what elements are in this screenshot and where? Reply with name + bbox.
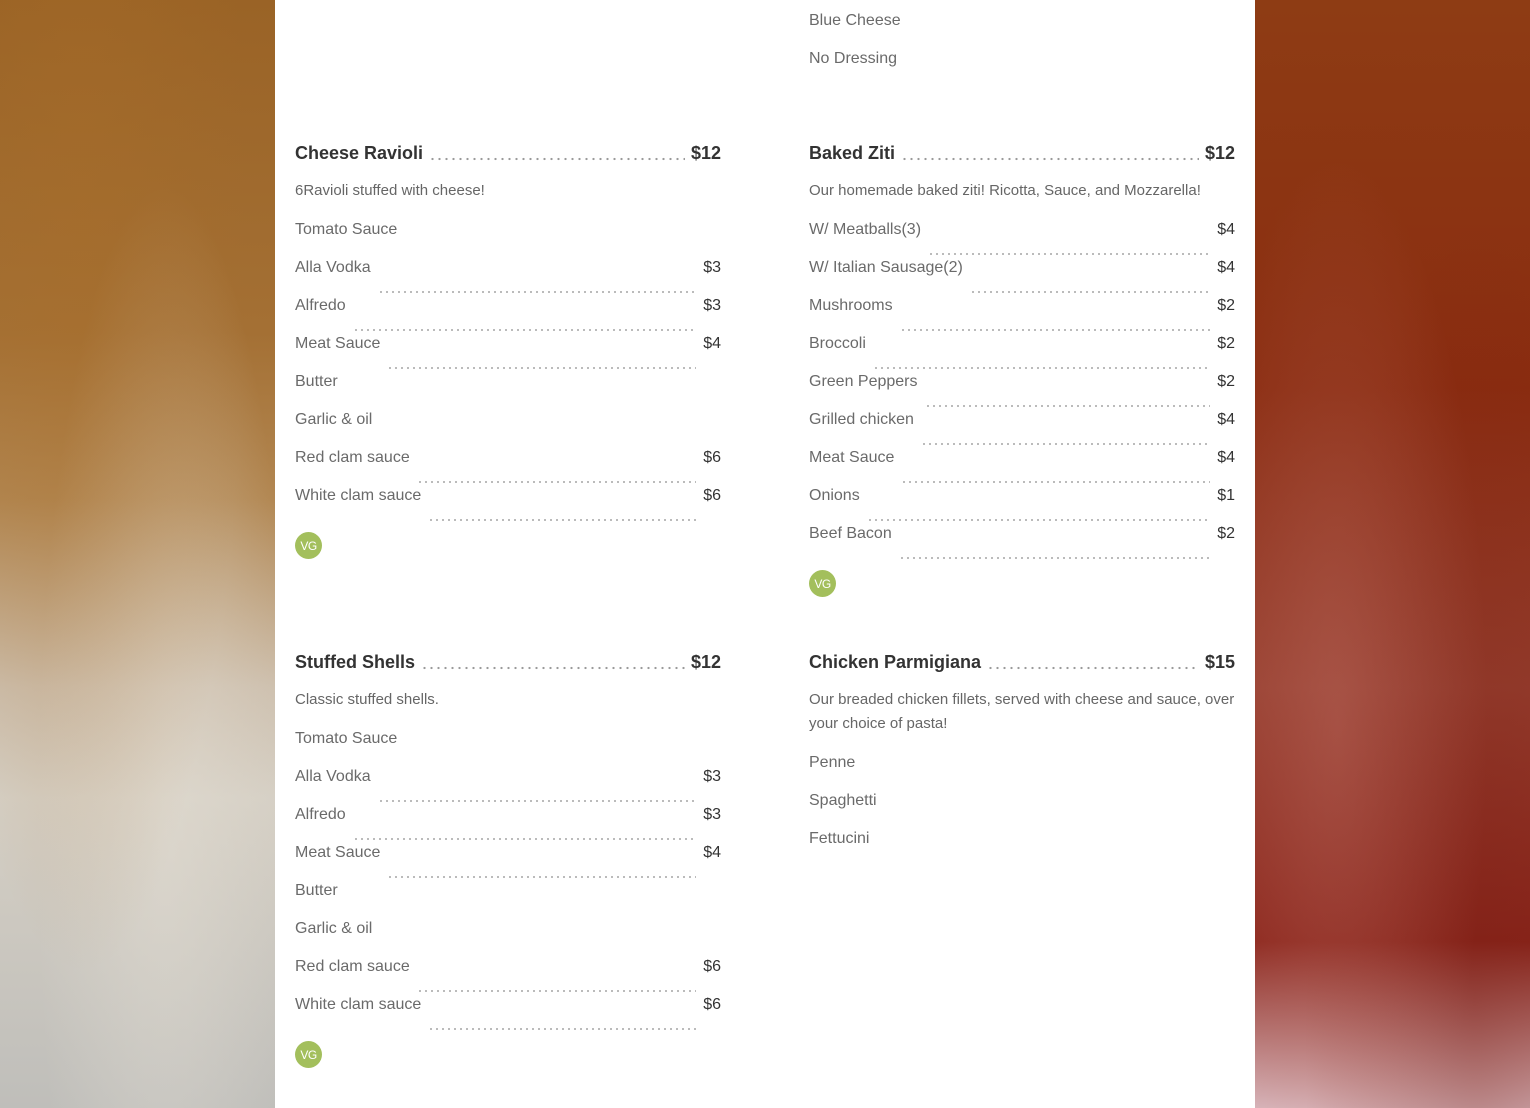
option-row bbox=[295, 996, 721, 1034]
dish-header bbox=[295, 652, 721, 676]
option-name: Red clam sauce bbox=[295, 958, 410, 975]
option-price: $6 bbox=[703, 958, 721, 975]
option-row bbox=[295, 335, 721, 373]
dot-leader bbox=[921, 442, 1210, 446]
option-price: $2 bbox=[1217, 525, 1235, 542]
dot-leader bbox=[428, 1027, 696, 1031]
option-row bbox=[809, 259, 1235, 297]
option-row bbox=[295, 844, 721, 882]
menu-panel bbox=[275, 0, 1255, 1108]
option-name: Garlic & oil bbox=[295, 920, 373, 937]
option-name: Butter bbox=[295, 373, 338, 390]
dot-leader bbox=[429, 157, 685, 161]
dish-description: 6Ravioli stuffed with cheese! bbox=[295, 182, 485, 199]
menu-item-cheese-ravioli bbox=[295, 143, 721, 559]
option-row bbox=[809, 792, 1235, 830]
dot-leader bbox=[901, 480, 1210, 484]
vegetarian-badge-icon: VG bbox=[809, 570, 836, 597]
option-row bbox=[809, 830, 1235, 868]
dot-leader bbox=[428, 518, 696, 522]
option-name: Meat Sauce bbox=[295, 335, 381, 352]
option-name: Alla Vodka bbox=[295, 259, 371, 276]
option-price: $4 bbox=[1217, 449, 1235, 466]
option-name: White clam sauce bbox=[295, 487, 422, 504]
dot-leader bbox=[353, 328, 697, 332]
dot-leader bbox=[987, 666, 1199, 670]
option-row bbox=[295, 806, 721, 844]
option-price: $4 bbox=[1217, 259, 1235, 276]
dot-leader bbox=[970, 290, 1210, 294]
dot-leader bbox=[387, 875, 696, 879]
option-row bbox=[809, 449, 1235, 487]
option-price: $6 bbox=[703, 487, 721, 504]
option-row bbox=[809, 373, 1235, 411]
option-row bbox=[295, 730, 721, 768]
option-row bbox=[809, 297, 1235, 335]
dish-name: Baked Ziti bbox=[809, 143, 896, 163]
option-row bbox=[809, 487, 1235, 525]
dot-leader bbox=[417, 480, 696, 484]
option-name: Red clam sauce bbox=[295, 449, 410, 466]
option-price: $6 bbox=[703, 449, 721, 466]
option-row bbox=[809, 411, 1235, 449]
dish-header bbox=[809, 143, 1235, 167]
dish-name: Cheese Ravioli bbox=[295, 143, 424, 163]
option-price: $3 bbox=[703, 259, 721, 276]
dot-leader bbox=[353, 837, 697, 841]
dish-name: Stuffed Shells bbox=[295, 652, 416, 672]
option-row bbox=[295, 487, 721, 525]
dot-leader bbox=[873, 366, 1210, 370]
option-price: $2 bbox=[1217, 297, 1235, 314]
option-price: $6 bbox=[703, 996, 721, 1013]
dish-price: $12 bbox=[1204, 143, 1235, 163]
vegetarian-badge-icon: VG bbox=[295, 532, 322, 559]
vegetarian-badge-icon: VG bbox=[295, 1041, 322, 1068]
option-name: Green Peppers bbox=[809, 373, 918, 390]
menu-item-chicken-parmigiana bbox=[809, 652, 1235, 868]
dot-leader bbox=[378, 799, 697, 803]
option-row bbox=[809, 335, 1235, 373]
option-list bbox=[809, 754, 1235, 868]
option-name: Grilled chicken bbox=[809, 411, 914, 428]
option-row bbox=[295, 882, 721, 920]
option-price: $3 bbox=[703, 806, 721, 823]
option-row bbox=[295, 221, 721, 259]
menu-item-baked-ziti bbox=[809, 143, 1235, 597]
option-price: $3 bbox=[703, 768, 721, 785]
dressing-option: No Dressing bbox=[809, 50, 898, 67]
option-price: $4 bbox=[703, 844, 721, 861]
dot-leader bbox=[867, 518, 1211, 522]
option-list bbox=[295, 221, 721, 525]
option-name: Broccoli bbox=[809, 335, 866, 352]
option-name: Fettucini bbox=[809, 830, 870, 847]
option-row bbox=[809, 754, 1235, 792]
option-row bbox=[295, 373, 721, 411]
dot-leader bbox=[387, 366, 696, 370]
dot-leader bbox=[900, 328, 1211, 332]
option-name: Alfredo bbox=[295, 297, 346, 314]
background-right-overlay bbox=[1255, 0, 1530, 1108]
option-row bbox=[295, 768, 721, 806]
option-name: Penne bbox=[809, 754, 856, 771]
dressing-option: Blue Cheese bbox=[809, 12, 901, 29]
option-row bbox=[809, 221, 1235, 259]
option-name: Tomato Sauce bbox=[295, 221, 398, 238]
dot-leader bbox=[417, 989, 696, 993]
background-left bbox=[0, 0, 275, 1108]
menu-item-stuffed-shells bbox=[295, 652, 721, 1068]
dish-name: Chicken Parmigiana bbox=[809, 652, 982, 672]
option-price: $1 bbox=[1217, 487, 1235, 504]
option-price: $2 bbox=[1217, 373, 1235, 390]
option-price: $3 bbox=[703, 297, 721, 314]
option-name: Beef Bacon bbox=[809, 525, 892, 542]
dot-leader bbox=[421, 666, 685, 670]
dish-price: $12 bbox=[690, 143, 721, 163]
option-row bbox=[295, 920, 721, 958]
option-row bbox=[295, 958, 721, 996]
dish-description: Our breaded chicken fillets, served with cheese and sauce, over your choice of pasta! bbox=[809, 691, 1235, 732]
option-name: W/ Meatballs(3) bbox=[809, 221, 922, 238]
dish-description: Our homemade baked ziti! Ricotta, Sauce, and Mozzarella! bbox=[809, 182, 1201, 199]
option-name: Onions bbox=[809, 487, 860, 504]
option-list bbox=[809, 221, 1235, 563]
dish-header bbox=[295, 143, 721, 167]
option-name: Mushrooms bbox=[809, 297, 893, 314]
option-row bbox=[295, 297, 721, 335]
option-row bbox=[295, 411, 721, 449]
option-price: $4 bbox=[1217, 221, 1235, 238]
option-name: Alfredo bbox=[295, 806, 346, 823]
dot-leader bbox=[378, 290, 697, 294]
option-price: $2 bbox=[1217, 335, 1235, 352]
option-row bbox=[295, 449, 721, 487]
option-name: Tomato Sauce bbox=[295, 730, 398, 747]
dot-leader bbox=[899, 556, 1210, 560]
dot-leader bbox=[925, 404, 1211, 408]
dish-description: Classic stuffed shells. bbox=[295, 691, 439, 708]
option-list bbox=[295, 730, 721, 1034]
option-price: $4 bbox=[703, 335, 721, 352]
option-name: White clam sauce bbox=[295, 996, 422, 1013]
dish-price: $12 bbox=[690, 652, 721, 672]
option-name: Meat Sauce bbox=[809, 449, 895, 466]
dish-header bbox=[809, 652, 1235, 676]
option-row bbox=[295, 259, 721, 297]
dish-price: $15 bbox=[1204, 652, 1235, 672]
option-row bbox=[809, 525, 1235, 563]
option-name: Butter bbox=[295, 882, 338, 899]
option-name: Garlic & oil bbox=[295, 411, 373, 428]
dot-leader bbox=[901, 157, 1199, 161]
option-name: Spaghetti bbox=[809, 792, 877, 809]
option-name: W/ Italian Sausage(2) bbox=[809, 259, 963, 276]
option-name: Meat Sauce bbox=[295, 844, 381, 861]
option-name: Alla Vodka bbox=[295, 768, 371, 785]
option-price: $4 bbox=[1217, 411, 1235, 428]
dot-leader bbox=[928, 252, 1210, 256]
